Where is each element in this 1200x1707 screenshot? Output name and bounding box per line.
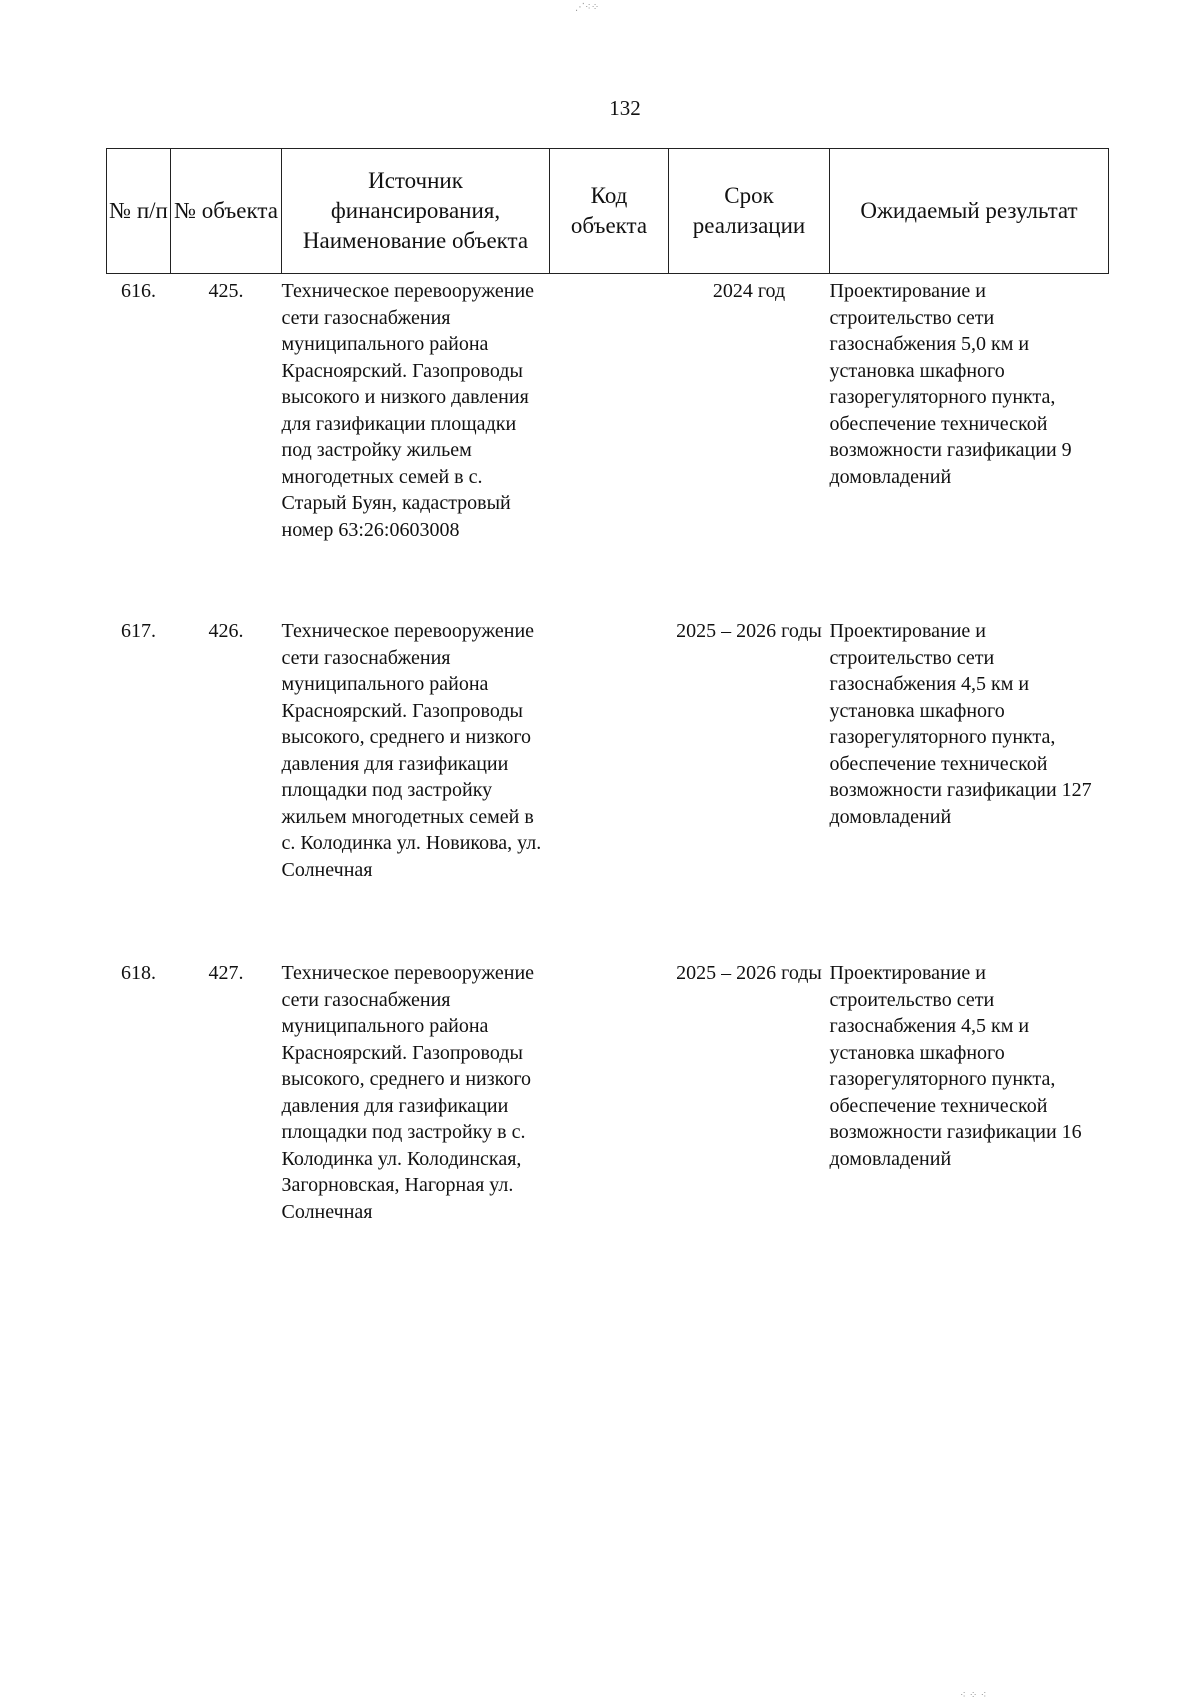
header-term: Срок реализации [669,149,830,274]
header-row-number: № п/п [107,149,171,274]
expected-result: Проектирование и строительство сети газоснабжения 5,0 км и установка шкафного газорегуляторного пункта, обеспечение технической возможности газификации 9 домовладений [829,280,1072,488]
investment-table [106,148,1109,1250]
header-result: Ожидаемый результат [830,149,1109,274]
expected-result: Проектирование и строительство сети газоснабжения 4,5 км и установка шкафного газорегуляторного пункта, обеспечение технической возможности газификации 16 домовладений [829,962,1082,1170]
table-row [107,618,1109,960]
row-number: 616. [121,280,156,302]
object-name: Техническое перевооружение сети газоснабжения муниципального района Красноярский. Газопроводы высокого, среднего и низкого давления для газификации площадки под застройку жильем многодетных семей в с. Колодинка ул. Новикова, ул. Солнечная [281,620,542,881]
page-number: 132 [609,96,641,120]
header-object-code: Код объекта [550,149,669,274]
row-number: 617. [121,620,156,642]
scan-artifact: ⁖ ⁘ ⁖ [960,1690,987,1701]
table-row [107,274,1109,619]
object-code [550,960,669,1250]
row-number: 618. [121,962,156,984]
table-header-row [107,149,1109,274]
object-code [550,618,669,960]
object-number: 425. [208,280,244,302]
object-code [550,274,669,619]
scan-artifact: ⋰⁖⁘ [575,2,600,13]
implementation-term: 2025 – 2026 годы [676,962,822,984]
object-name: Техническое перевооружение сети газоснабжения муниципального района Красноярский. Газопроводы высокого, среднего и низкого давления для газификации площадки под застройку в с. Колодинка ул. Колодинская, Загорновская, Нагорная ул. Солнечная [281,962,535,1223]
header-object-number: № объекта [171,149,282,274]
object-number: 427. [208,962,244,984]
implementation-term: 2024 год [712,280,786,302]
table-row [107,960,1109,1250]
object-name: Техническое перевооружение сети газоснабжения муниципального района Красноярский. Газопроводы высокого и низкого давления для газификации площадки под застройку жильем многодетных семей в с. Старый Буян, кадастровый номер 63:26:0603008 [281,280,535,541]
object-number: 426. [208,620,244,642]
header-name: Источник финансирования, Наименование объекта [282,149,550,274]
implementation-term: 2025 – 2026 годы [676,620,822,642]
expected-result: Проектирование и строительство сети газоснабжения 4,5 км и установка шкафного газорегуляторного пункта, обеспечение технической возможности газификации 127 домовладений [829,620,1092,828]
